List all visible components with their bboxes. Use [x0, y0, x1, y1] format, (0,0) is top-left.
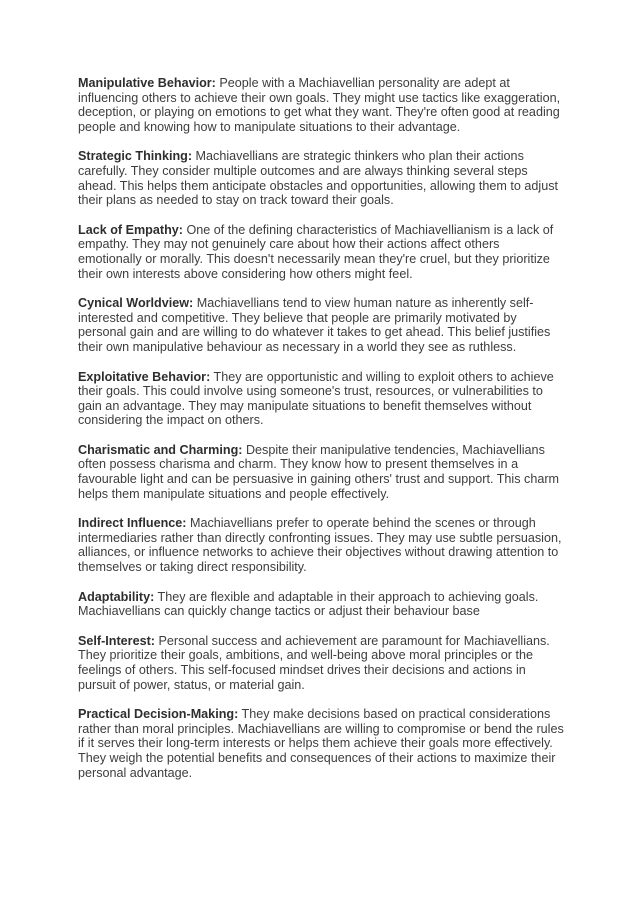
- paragraph-strategic-thinking: [78, 149, 566, 207]
- paragraph-self-interest: [78, 634, 566, 692]
- term-heading: Cynical Worldview:: [78, 296, 194, 311]
- paragraph-text: Personal success and achievement are paramount for Machiavellians. They prioritize their goals, ambitions, and well-being above moral principles or the feelings of others. This self-focused mindset drives their decisions and actions in pursuit of power, status, or material gain.: [78, 633, 550, 692]
- term-heading: Adaptability:: [78, 589, 155, 604]
- paragraph-practical-decision-making: [78, 707, 566, 780]
- term-heading: Practical Decision-Making:: [78, 707, 239, 722]
- paragraph-text: They make decisions based on practical considerations rather than moral principles. Machiavellians are willing to compromise or bend the rules if it serves their long-term interests or helps them achieve their goals more effectively. They weigh the potential benefits and consequences of their actions to maximize their personal advantage.: [78, 707, 564, 780]
- paragraph-text: They are flexible and adaptable in their approach to achieving goals. Machiavellians can quickly change tactics or adjust their behaviour base: [78, 589, 539, 619]
- term-heading: Self-Interest:: [78, 633, 155, 648]
- term-heading: Strategic Thinking:: [78, 149, 193, 164]
- paragraph-text: Machiavellians are strategic thinkers who plan their actions carefully. They consider multiple outcomes and are always thinking several steps ahead. This helps them anticipate obstacles and opportunities, allowing them to adjust their plans as needed to stay on track toward their goals.: [78, 149, 559, 208]
- paragraph-text: People with a Machiavellian personality are adept at influencing others to achieve their own goals. They might use tactics like exaggeration, deception, or playing on emotions to get what they want. They're often good at reading people and knowing how to manipulate situations to their advantage.: [78, 76, 561, 134]
- paragraph-indirect-influence: [78, 516, 566, 574]
- paragraph-charismatic-and-charming: [78, 443, 566, 501]
- term-heading: Charismatic and Charming:: [78, 442, 243, 457]
- paragraph-cynical-worldview: [78, 296, 566, 354]
- paragraph-manipulative-behavior: [78, 76, 566, 134]
- term-heading: Indirect Influence:: [78, 516, 187, 531]
- paragraph-adaptability: [78, 590, 566, 619]
- paragraph-text: One of the defining characteristics of Machiavellianism is a lack of empathy. They may not genuinely care about how their actions affect others emotionally or morally. This doesn't necessarily mean they're cruel, but they prioritize their own interests above considering how others might feel.: [78, 222, 554, 281]
- term-heading: Lack of Empathy:: [78, 222, 183, 237]
- paragraph-text: Machiavellians prefer to operate behind the scenes or through intermediaries rather than directly confronting issues. They may use subtle persuasion, alliances, or influence networks to achieve their objectives without drawing attention to themselves or taking direct responsibility.: [78, 516, 562, 575]
- paragraph-text: Machiavellians tend to view human nature as inherently self-interested and competitive. They believe that people are primarily motivated by personal gain and are willing to do whatever it takes to get ahead. This belief justifies their own manipulative behaviour as necessary in a world they see as ruthless.: [78, 296, 551, 354]
- term-heading: Exploitative Behavior:: [78, 369, 211, 384]
- document-page: [78, 76, 566, 795]
- paragraph-lack-of-empathy: [78, 223, 566, 281]
- paragraph-text: They are opportunistic and willing to exploit others to achieve their goals. This could involve using someone's trust, resources, or vulnerabilities to gain an advantage. They may manipulate situations to benefit themselves without considering the impact on others.: [78, 369, 554, 428]
- paragraph-exploitative-behavior: [78, 370, 566, 428]
- paragraph-text: Despite their manipulative tendencies, Machiavellians often possess charisma and charm. They know how to present themselves in a favourable light and can be persuasive in gaining others' trust and support. This charm helps them manipulate situations and people effectively.: [78, 442, 560, 501]
- term-heading: Manipulative Behavior:: [78, 76, 216, 90]
